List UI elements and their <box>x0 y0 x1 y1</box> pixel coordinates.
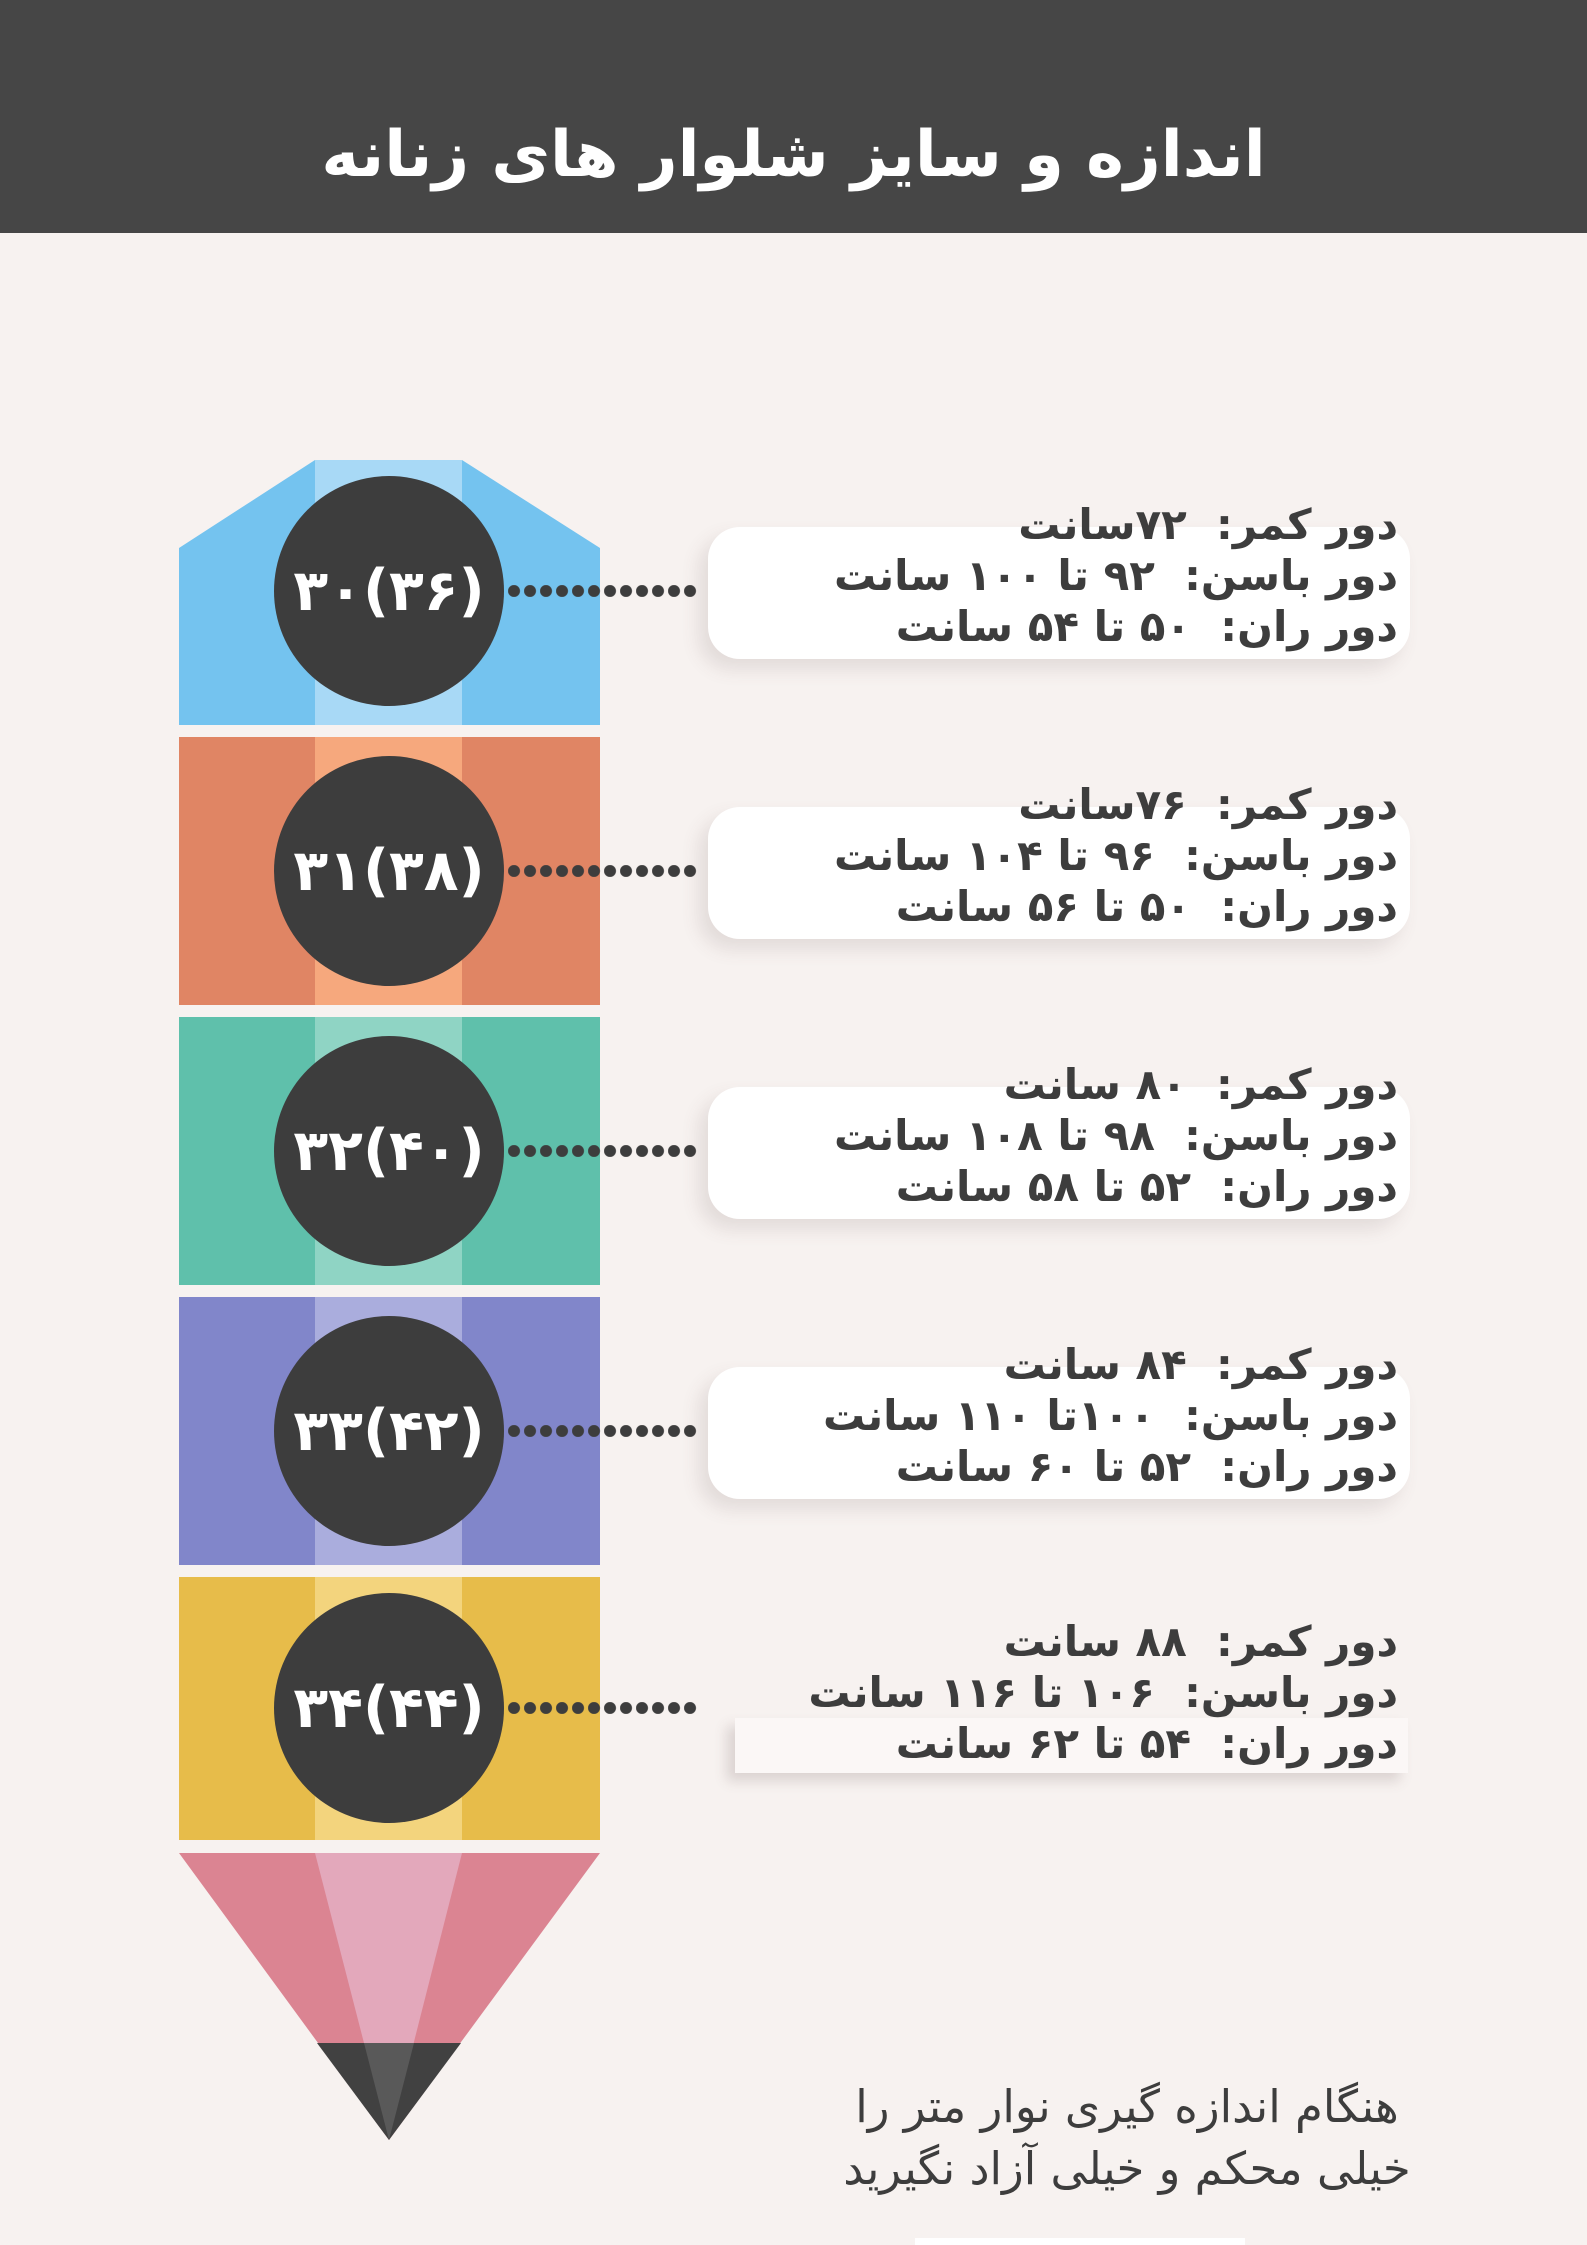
waist-measurement: دور کمر: ۸۰ سانت <box>1003 1060 1398 1109</box>
measurement-text-block <box>678 499 1398 652</box>
hip-measurement: دور باسن: ۹۲ تا ۱۰۰ سانت <box>833 551 1398 600</box>
size-badge <box>274 756 504 986</box>
hip-measurement: دور باسن: ۱۰۰تا ۱۱۰ سانت <box>822 1391 1398 1440</box>
thigh-measurement: دور ران: ۵۴ تا ۶۲ سانت <box>895 1719 1398 1768</box>
waist-measurement: دور کمر: ۷۲سانت <box>1018 500 1398 549</box>
size-badge <box>274 1316 504 1546</box>
dotted-connector <box>508 1145 698 1157</box>
hip-measurement: دور باسن: ۹۶ تا ۱۰۴ سانت <box>833 831 1398 880</box>
waist-measurement: دور کمر: ۷۶سانت <box>1018 780 1398 829</box>
size-badge-label: ۳۲(۴۰) <box>293 1118 485 1184</box>
measurement-text-block <box>678 1616 1398 1769</box>
size-badge-label: ۳۴(۴۴) <box>293 1675 485 1741</box>
hip-measurement: دور باسن: ۱۰۶ تا ۱۱۶ سانت <box>808 1668 1398 1717</box>
measurement-text-block <box>678 1059 1398 1212</box>
thigh-measurement: دور ران: ۵۲ تا ۶۰ سانت <box>895 1442 1398 1491</box>
page-title: اندازه و سایز شلوار های زنانه <box>321 118 1266 192</box>
measurement-text-block <box>678 779 1398 932</box>
size-badge <box>274 1593 504 1823</box>
dotted-connector <box>508 865 698 877</box>
dotted-connector <box>508 585 698 597</box>
size-badge <box>274 476 504 706</box>
waist-measurement: دور کمر: ۸۸ سانت <box>1003 1617 1398 1666</box>
size-badge-label: ۳۳(۴۲) <box>293 1398 485 1464</box>
waist-measurement: دور کمر: ۸۴ سانت <box>1003 1340 1398 1389</box>
hip-measurement: دور باسن: ۹۸ تا ۱۰۸ سانت <box>833 1111 1398 1160</box>
measuring-tip-note <box>767 2076 1487 2200</box>
thigh-measurement: دور ران: ۵۰ تا ۵۶ سانت <box>895 882 1398 931</box>
dotted-connector <box>508 1425 698 1437</box>
size-badge-label: ۳۱(۳۸) <box>293 838 485 904</box>
size-badge <box>274 1036 504 1266</box>
measuring-tip-line-1: هنگام اندازه گیری نوار متر را <box>855 2080 1399 2133</box>
bottom-card-artifact <box>915 2238 1245 2245</box>
thigh-measurement: دور ران: ۵۲ تا ۵۸ سانت <box>895 1162 1398 1211</box>
dotted-connector <box>508 1702 698 1714</box>
thigh-measurement: دور ران: ۵۰ تا ۵۴ سانت <box>895 602 1398 651</box>
measuring-tip-line-2: خیلی محکم و خیلی آزاد نگیرید <box>843 2142 1411 2195</box>
size-badge-label: ۳۰(۳۶) <box>293 558 485 624</box>
measurement-text-block <box>678 1339 1398 1492</box>
